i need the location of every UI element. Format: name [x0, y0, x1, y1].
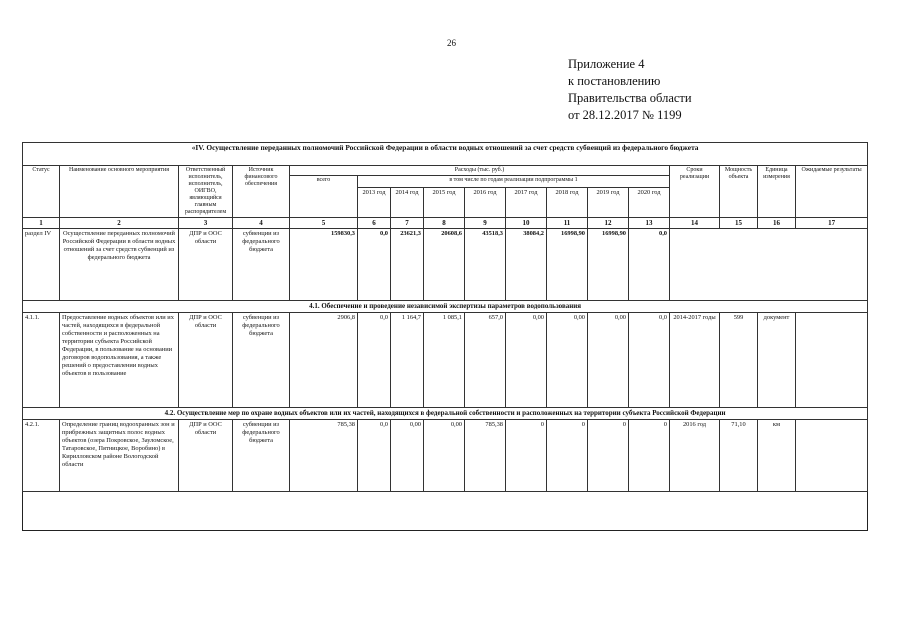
table-row [23, 229, 868, 301]
header-status: Статус [23, 166, 60, 218]
row-total: 159830,3 [290, 229, 358, 301]
table-row [23, 420, 868, 492]
header-year: 2019 год [588, 188, 629, 218]
column-number: 8 [424, 218, 465, 229]
row-value: 657,0 [465, 313, 506, 408]
row-expected [796, 313, 868, 408]
header-year: 2013 год [358, 188, 391, 218]
row-value: 0,0 [358, 229, 391, 301]
row-empty [670, 229, 868, 301]
column-number: 9 [465, 218, 506, 229]
header-year: 2015 год [424, 188, 465, 218]
row-status: раздел IV [23, 229, 60, 301]
row-value: 43518,3 [465, 229, 506, 301]
row-value: 38084,2 [506, 229, 547, 301]
row-terms: 2014-2017 годы [670, 313, 720, 408]
column-number: 3 [179, 218, 233, 229]
row-value: 1 085,1 [424, 313, 465, 408]
header-unit: Единица измерения [758, 166, 796, 218]
row-value: 0,00 [506, 313, 547, 408]
header-year: 2016 год [465, 188, 506, 218]
row-name: Предоставление водных объектов или их частей, находящихся в федеральной собственности и расположенных на территории субъекта Российской Федерации, в пользование на основании договоров водопользования, а также решений о предоставлении водных объектов в пользование [60, 313, 179, 408]
table-title: «IV. Осуществление переданных полномочий Российской Федерации в области водных отношений за счет средств субвенций из федерального бюджета [23, 143, 868, 166]
row-value: 0,00 [547, 313, 588, 408]
row-value: 20608,6 [424, 229, 465, 301]
appendix-line-3: Правительства области [568, 91, 692, 105]
row-value: 0 [629, 420, 670, 492]
row-value: 0,0 [629, 229, 670, 301]
row-capacity: 599 [720, 313, 758, 408]
row-value: 0,0 [358, 313, 391, 408]
row-value: 1 164,7 [391, 313, 424, 408]
row-capacity: 71,10 [720, 420, 758, 492]
column-number: 4 [233, 218, 290, 229]
column-number: 11 [547, 218, 588, 229]
row-responsible: ДПР и ООС области [179, 229, 233, 301]
row-name: Осуществление переданных полномочий Российской Федерации в области водных отношений за счет средств субвенций из федерального бюджета [60, 229, 179, 301]
header-source: Источник финансового обеспечения [233, 166, 290, 218]
row-value: 785,38 [465, 420, 506, 492]
header-capacity: Мощность объекта [720, 166, 758, 218]
row-value: 16998,90 [547, 229, 588, 301]
row-value: 0,0 [629, 313, 670, 408]
header-name: Наименование основного мероприятия [60, 166, 179, 218]
row-value: 0 [588, 420, 629, 492]
header-year: 2020 год [629, 188, 670, 218]
row-value: 0 [506, 420, 547, 492]
row-total: 785,38 [290, 420, 358, 492]
column-number: 10 [506, 218, 547, 229]
row-responsible: ДПР и ООС области [179, 420, 233, 492]
row-value: 23621,3 [391, 229, 424, 301]
column-number: 1 [23, 218, 60, 229]
column-number: 2 [60, 218, 179, 229]
row-terms: 2016 год [670, 420, 720, 492]
header-year: 2014 год [391, 188, 424, 218]
section-title: 4.1. Обеспечение и проведение независимой экспертизы параметров водопользования [23, 301, 868, 313]
column-number: 12 [588, 218, 629, 229]
row-value: 16998,90 [588, 229, 629, 301]
row-unit: км [758, 420, 796, 492]
header-expected: Ожидаемые результаты [796, 166, 868, 218]
appendix-line-4: от 28.12.2017 № 1199 [568, 108, 682, 122]
row-unit: документ [758, 313, 796, 408]
column-number: 17 [796, 218, 868, 229]
appendix-line-1: Приложение 4 [568, 57, 645, 71]
row-status: 4.1.1. [23, 313, 60, 408]
row-value: 0,00 [588, 313, 629, 408]
row-value: 0,00 [391, 420, 424, 492]
section-title: 4.2. Осуществление мер по охране водных объектов или их частей, находящихся в федеральной собственности и расположенных на территории субъекта Российской Федерации [23, 408, 868, 420]
row-name: Определение границ водоохранных зон и прибрежных защитных полос водных объектов (озера Покровское, Зауломское, Татаровское, Пятницкое, Воробино) в Кирилловском районе Вологодской области [60, 420, 179, 492]
program-table [22, 142, 868, 492]
appendix-line-2: к постановлению [568, 74, 661, 88]
column-number: 13 [629, 218, 670, 229]
column-number: 6 [358, 218, 391, 229]
row-expected [796, 420, 868, 492]
row-value: 0,00 [424, 420, 465, 492]
row-total: 2906,8 [290, 313, 358, 408]
header-year: 2017 год [506, 188, 547, 218]
page-number: 26 [447, 38, 456, 48]
header-total: всего [290, 176, 358, 218]
header-expenses: Расходы (тыс. руб.) [290, 166, 670, 176]
row-status: 4.2.1. [23, 420, 60, 492]
column-number: 7 [391, 218, 424, 229]
column-number: 15 [720, 218, 758, 229]
header-responsible: Ответственный исполнитель, исполнитель, ОИГВО, являющийся главным распорядителем [179, 166, 233, 218]
header-year: 2018 год [547, 188, 588, 218]
appendix-block [568, 56, 692, 124]
row-source: субвенции из федерального бюджета [233, 313, 290, 408]
column-number: 5 [290, 218, 358, 229]
row-value: 0,0 [358, 420, 391, 492]
header-terms: Сроки реализации [670, 166, 720, 218]
column-number: 16 [758, 218, 796, 229]
row-responsible: ДПР и ООС области [179, 313, 233, 408]
column-number: 14 [670, 218, 720, 229]
row-value: 0 [547, 420, 588, 492]
row-source: субвенции из федерального бюджета [233, 229, 290, 301]
row-source: субвенции из федерального бюджета [233, 420, 290, 492]
header-by-years: в том числе по годам реализации подпрограммы 1 [358, 176, 670, 188]
table-row [23, 313, 868, 408]
